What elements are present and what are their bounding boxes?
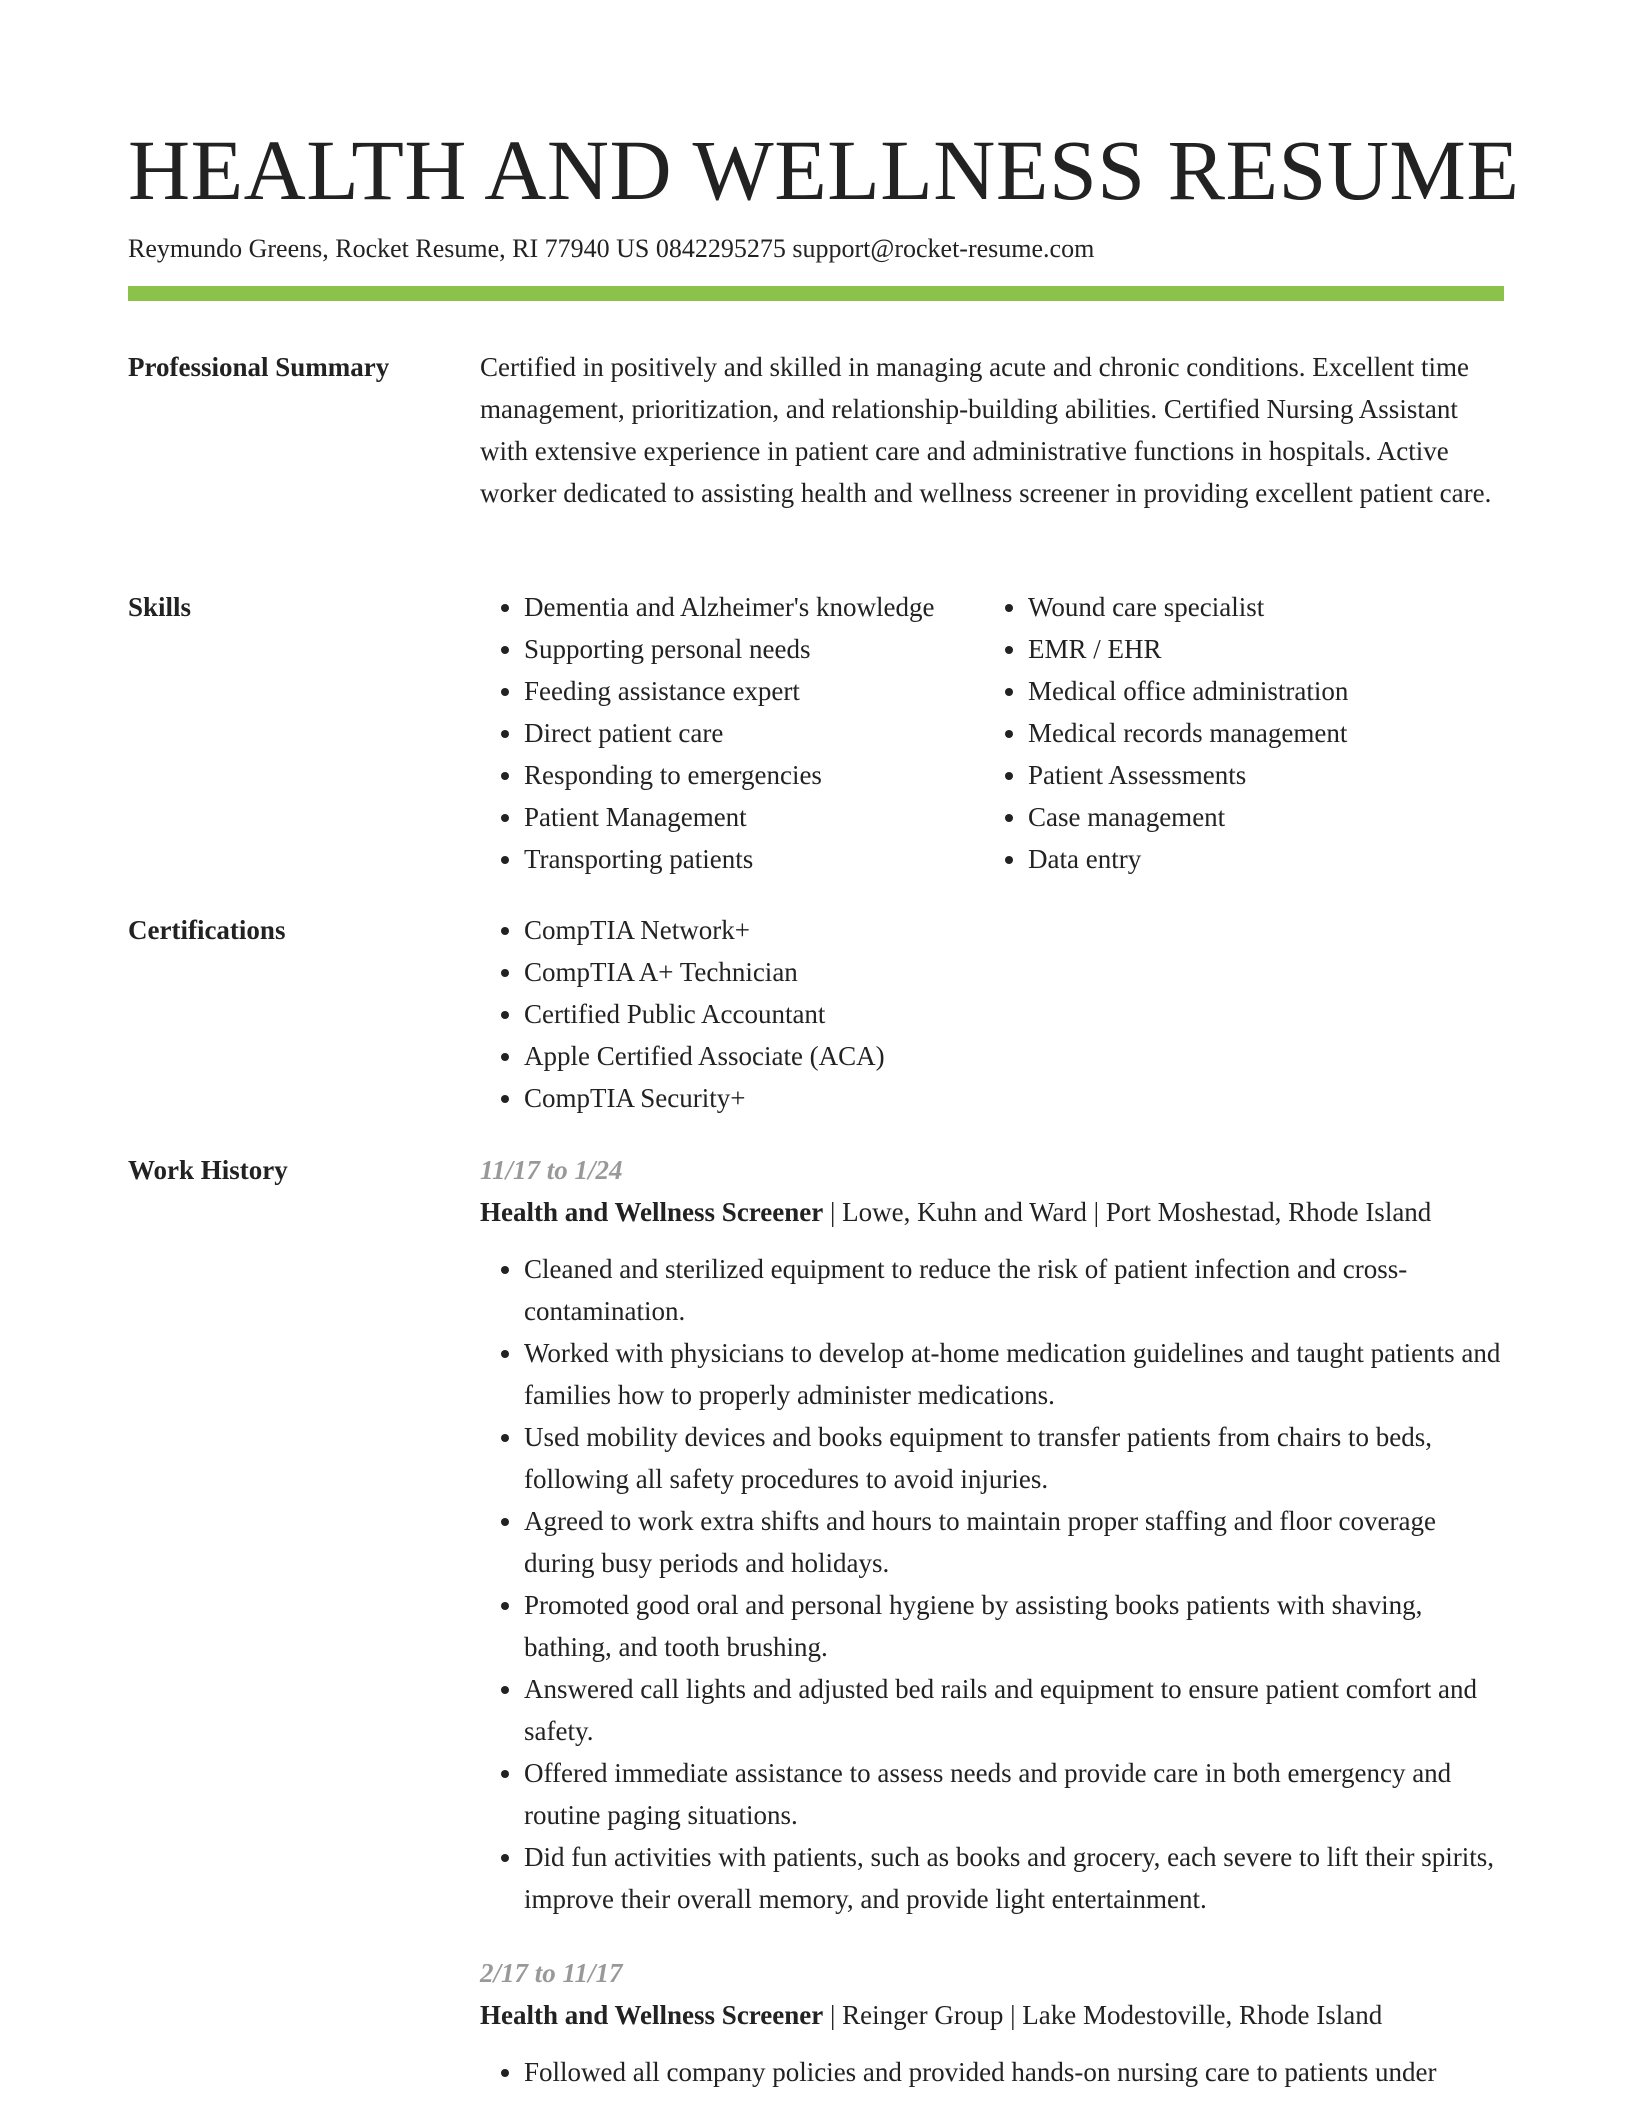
- skill-item: • Wound care specialist: [1028, 586, 1504, 628]
- skill-item: • Feeding assistance expert: [524, 670, 984, 712]
- skill-item: • Medical records management: [1028, 712, 1504, 754]
- skills-list-left: [480, 586, 984, 880]
- job-bullet: • Worked with physicians to develop at-home medication guidelines and taught patients and families how to properly administer medications.: [524, 1332, 1504, 1416]
- skill-item: • Direct patient care: [524, 712, 984, 754]
- summary-heading: Professional Summary: [128, 352, 390, 382]
- skill-item: • Supporting personal needs: [524, 628, 984, 670]
- job-bullet: • Offered immediate assistance to assess needs and provide care in both emergency and routine paging situations.: [524, 1752, 1504, 1836]
- job-bullet: • Promoted good oral and personal hygiene by assisting books patients with shaving, bathing, and tooth brushing.: [524, 1584, 1504, 1668]
- job-entry: [480, 1952, 1504, 2093]
- certification-item: • CompTIA A+ Technician: [524, 951, 1504, 993]
- skill-item: • Transporting patients: [524, 838, 984, 880]
- skill-item: • Data entry: [1028, 838, 1504, 880]
- certifications-heading: Certifications: [128, 915, 286, 945]
- job-title: Health and Wellness Screener: [480, 1197, 824, 1227]
- certification-item: • Apple Certified Associate (ACA): [524, 1035, 1504, 1077]
- job-dates: 2/17 to 11/17: [480, 1958, 623, 1988]
- certification-item: • CompTIA Security+: [524, 1077, 1504, 1119]
- job-bullet: • Answered call lights and adjusted bed rails and equipment to ensure patient comfort and safety.: [524, 1668, 1504, 1752]
- job-heading: [480, 1191, 1504, 1233]
- skill-item: • Patient Assessments: [1028, 754, 1504, 796]
- certification-item: • CompTIA Network+: [524, 909, 1504, 951]
- work-history-heading: Work History: [128, 1155, 288, 1185]
- job-bullet: • Followed all company policies and provided hands-on nursing care to patients under: [524, 2051, 1504, 2093]
- certification-item: • Certified Public Accountant: [524, 993, 1504, 1035]
- job-bullet: • Agreed to work extra shifts and hours to maintain proper staffing and floor coverage during busy periods and holidays.: [524, 1500, 1504, 1584]
- certifications-list: [480, 909, 1504, 1119]
- job-title: Health and Wellness Screener: [480, 2000, 824, 2030]
- accent-divider: [128, 286, 1504, 301]
- job-details: | Reinger Group | Lake Modestoville, Rhode Island: [823, 2000, 1383, 2030]
- job-bullets: [480, 1248, 1504, 1920]
- contact-line: Reymundo Greens, Rocket Resume, RI 77940 US 0842295275 support@rocket-resume.com: [128, 234, 1095, 263]
- skill-item: • EMR / EHR: [1028, 628, 1504, 670]
- job-heading: [480, 1994, 1504, 2036]
- skill-item: • Dementia and Alzheimer's knowledge: [524, 586, 984, 628]
- job-bullet: • Did fun activities with patients, such as books and grocery, each severe to lift their spirits, improve their overall memory, and provide light entertainment.: [524, 1836, 1504, 1920]
- page-title: HEALTH AND WELLNESS RESUME: [128, 122, 1520, 218]
- job-details: | Lowe, Kuhn and Ward | Port Moshestad, Rhode Island: [823, 1197, 1432, 1227]
- job-bullet: • Used mobility devices and books equipment to transfer patients from chairs to beds, following all safety procedures to avoid injuries.: [524, 1416, 1504, 1500]
- skill-item: • Responding to emergencies: [524, 754, 984, 796]
- job-bullet: • Cleaned and sterilized equipment to reduce the risk of patient infection and cross-contamination.: [524, 1248, 1504, 1332]
- skills-heading: Skills: [128, 592, 192, 622]
- skill-item: • Medical office administration: [1028, 670, 1504, 712]
- job-bullets: [480, 2051, 1504, 2093]
- skill-item: • Patient Management: [524, 796, 984, 838]
- job-entry: [480, 1149, 1504, 1920]
- skills-list-right: [984, 586, 1504, 880]
- skill-item: • Case management: [1028, 796, 1504, 838]
- summary-text: Certified in positively and skilled in managing acute and chronic conditions. Excellent time management, prioritization, and relationship-building abilities. Certified Nursing Assistant with extensive experience in patient care and administrative functions in hospitals. Active worker dedicated to assisting health and wellness screener in providing excellent patient care.: [480, 352, 1492, 508]
- job-dates: 11/17 to 1/24: [480, 1155, 623, 1185]
